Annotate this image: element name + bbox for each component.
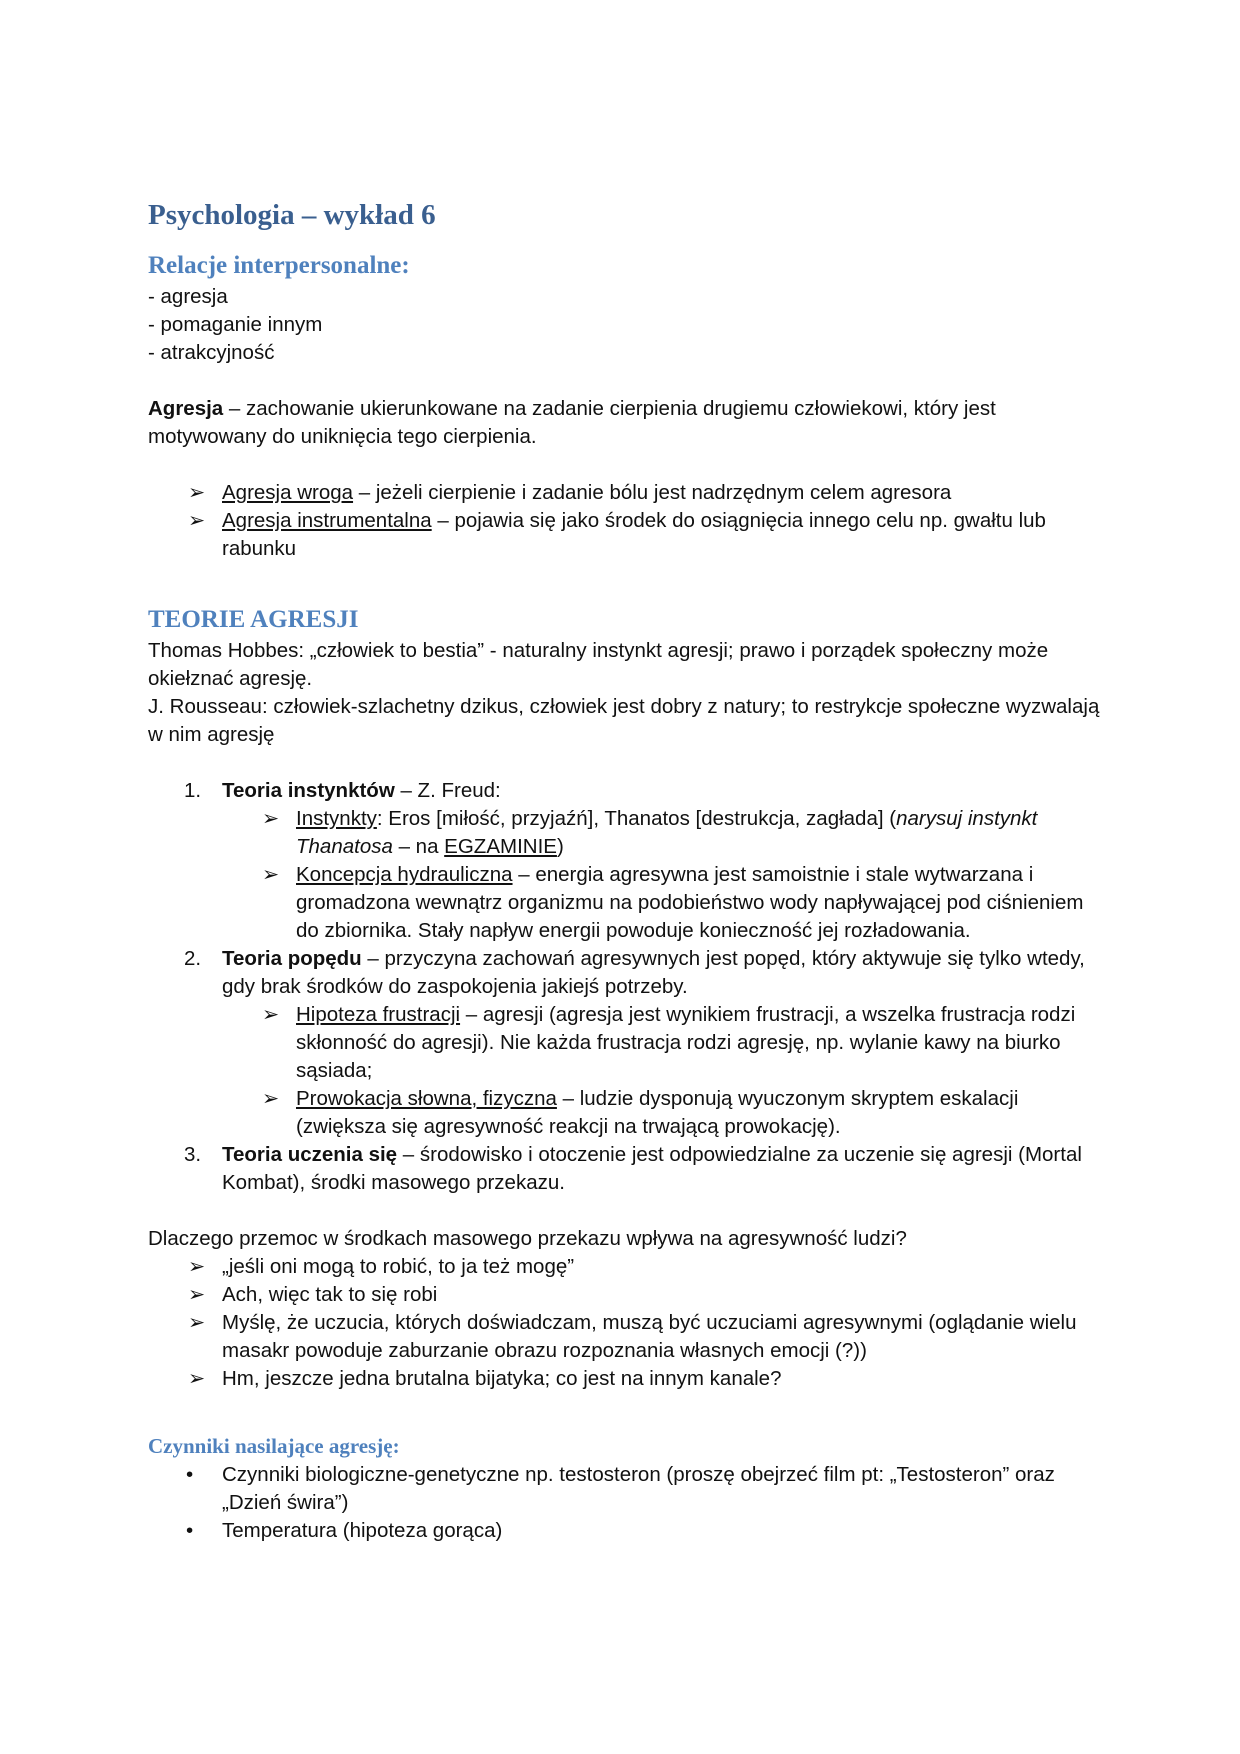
definition-term: Agresja bbox=[148, 397, 224, 420]
list-item bbox=[148, 805, 1108, 861]
arrow-bullet-icon: ➢ bbox=[188, 1311, 206, 1334]
list-number: 1. bbox=[184, 779, 202, 802]
answers-list bbox=[148, 1253, 1108, 1393]
rousseau-paragraph: J. Rousseau: człowiek-szlachetny dzikus, człowiek jest dobry z natury; to restrykcje społeczne wyzwalają w nim agresję bbox=[148, 695, 1100, 746]
theories-list bbox=[148, 1141, 1108, 1197]
list-item bbox=[148, 1461, 1108, 1517]
bullet-icon: • bbox=[186, 1463, 194, 1486]
list-item bbox=[148, 479, 1108, 507]
arrow-bullet-icon: ➢ bbox=[262, 863, 280, 886]
type-term: Agresja instrumentalna bbox=[222, 509, 432, 532]
page-title: Psychologia – wykład 6 bbox=[148, 199, 436, 231]
list-item bbox=[148, 1085, 1108, 1141]
list-item bbox=[148, 1253, 1108, 1281]
list-item bbox=[148, 1001, 1108, 1085]
factor-text: Temperatura (hipoteza gorąca) bbox=[222, 1519, 503, 1542]
sub-term: Koncepcja hydrauliczna bbox=[296, 863, 513, 886]
theory-item bbox=[148, 1141, 1108, 1197]
type-term: Agresja wroga bbox=[222, 481, 354, 504]
theory-title: Teoria popędu bbox=[222, 947, 362, 970]
theory-1-subitems bbox=[148, 805, 1108, 945]
theory-title: Teoria uczenia się bbox=[222, 1143, 398, 1166]
arrow-bullet-icon: ➢ bbox=[188, 509, 206, 532]
arrow-bullet-icon: ➢ bbox=[188, 1367, 206, 1390]
list-item bbox=[148, 1281, 1108, 1309]
type-text: – pojawia się jako środek do osiągnięcia innego celu np. gwałtu lub rabunku bbox=[222, 509, 1046, 560]
sub-text: – energia agresywna jest samoistnie i stale wytwarzana i gromadzona wewnątrz organizmu na podobieństwo wody napływającej pod ciśnieniem do zbiornika. Stały napływ energii powoduje konieczność jej rozładowania. bbox=[296, 863, 1084, 942]
list-number: 3. bbox=[184, 1143, 202, 1166]
czynniki-heading: Czynniki nasilające agresję: bbox=[148, 1434, 400, 1458]
list-item: - pomaganie innym bbox=[148, 313, 323, 336]
answer-text: Myślę, że uczucia, których doświadczam, muszą być uczuciami agresywnymi (oglądanie wielu masakr powoduje zaburzanie obrazu rozpoznania własnych emocji (?)) bbox=[222, 1311, 1077, 1362]
list-item bbox=[148, 1517, 1108, 1545]
list-item bbox=[148, 507, 1108, 563]
document-content bbox=[148, 196, 1108, 1545]
type-text: – jeżeli cierpienie i zadanie bólu jest nadrzędnym celem agresora bbox=[353, 481, 952, 504]
theory-text: – przyczyna zachowań agresywnych jest popęd, który aktywuje się tylko wtedy, gdy brak środków do zaspokojenia jakiejś potrzeby. bbox=[222, 947, 1085, 998]
theory-2-subitems bbox=[148, 1001, 1108, 1141]
teorie-heading: TEORIE AGRESJI bbox=[148, 606, 359, 633]
list-item bbox=[148, 1309, 1108, 1365]
arrow-bullet-icon: ➢ bbox=[262, 807, 280, 830]
list-item: - agresja bbox=[148, 285, 228, 308]
answer-text: Ach, więc tak to się robi bbox=[222, 1283, 438, 1306]
theories-list bbox=[148, 945, 1108, 1001]
czynniki-list bbox=[148, 1461, 1108, 1545]
relacje-heading: Relacje interpersonalne: bbox=[148, 252, 410, 279]
arrow-bullet-icon: ➢ bbox=[262, 1087, 280, 1110]
arrow-bullet-icon: ➢ bbox=[188, 481, 206, 504]
theories-list bbox=[148, 777, 1108, 805]
arrow-bullet-icon: ➢ bbox=[188, 1255, 206, 1278]
answer-text: „jeśli oni mogą to robić, to ja też mogę” bbox=[222, 1255, 575, 1278]
list-number: 2. bbox=[184, 947, 202, 970]
bullet-icon: • bbox=[186, 1519, 194, 1542]
factor-text: Czynniki biologiczne-genetyczne np. testosteron (proszę obejrzeć film pt: „Testosteron” oraz „Dzień świra”) bbox=[222, 1463, 1055, 1514]
theory-item bbox=[148, 945, 1108, 1001]
hobbes-paragraph: Thomas Hobbes: „człowiek to bestia” - naturalny instynkt agresji; prawo i porządek społeczny może okiełznać agresję. bbox=[148, 639, 1049, 690]
sub-text: ) bbox=[556, 835, 564, 858]
sub-text: – agresji (agresja jest wynikiem frustracji, a wszelka frustracja rodzi skłonność do agresji). Nie każda frustracja rodzi agresję, np. wylanie kawy na biurko sąsiada; bbox=[296, 1003, 1076, 1082]
answer-text: Hm, jeszcze jedna brutalna bijatyka; co jest na innym kanale? bbox=[222, 1367, 782, 1390]
theory-text: – środowisko i otoczenie jest odpowiedzialne za uczenie się agresji (Mortal Kombat), środki masowego przekazu. bbox=[222, 1143, 1082, 1194]
arrow-bullet-icon: ➢ bbox=[262, 1003, 280, 1026]
theory-item bbox=[148, 777, 1108, 805]
sub-italic: narysuj instynkt Thanatosa bbox=[296, 807, 1038, 858]
sub-term: Instynkty bbox=[296, 807, 377, 830]
list-item bbox=[148, 1365, 1108, 1393]
relacje-list bbox=[148, 283, 1108, 367]
sub-text: – na bbox=[392, 835, 445, 858]
theory-text: – Z. Freud: bbox=[394, 779, 501, 802]
sub-term: Hipoteza frustracji bbox=[296, 1003, 461, 1026]
agresja-definition bbox=[148, 395, 1108, 451]
sub-text: : Eros [miłość, przyjaźń], Thanatos [destrukcja, zagłada] ( bbox=[376, 807, 897, 830]
arrow-bullet-icon: ➢ bbox=[188, 1283, 206, 1306]
agresja-types-list bbox=[148, 479, 1108, 563]
definition-text: – zachowanie ukierunkowane na zadanie cierpienia drugiemu człowiekowi, który jest motywowany do uniknięcia tego cierpienia. bbox=[148, 397, 996, 448]
list-item: - atrakcyjność bbox=[148, 341, 275, 364]
question-paragraph: Dlaczego przemoc w środkach masowego przekazu wpływa na agresywność ludzi? bbox=[148, 1227, 907, 1250]
list-item bbox=[148, 861, 1108, 945]
sub-term: Prowokacja słowna, fizyczna bbox=[296, 1087, 557, 1110]
sub-emphasis: EGZAMINIE bbox=[444, 835, 557, 858]
sub-text: – ludzie dysponują wyuczonym skryptem eskalacji (zwiększa się agresywność reakcji na trwającą prowokację). bbox=[296, 1087, 1019, 1138]
theory-title: Teoria instynktów bbox=[222, 779, 395, 802]
